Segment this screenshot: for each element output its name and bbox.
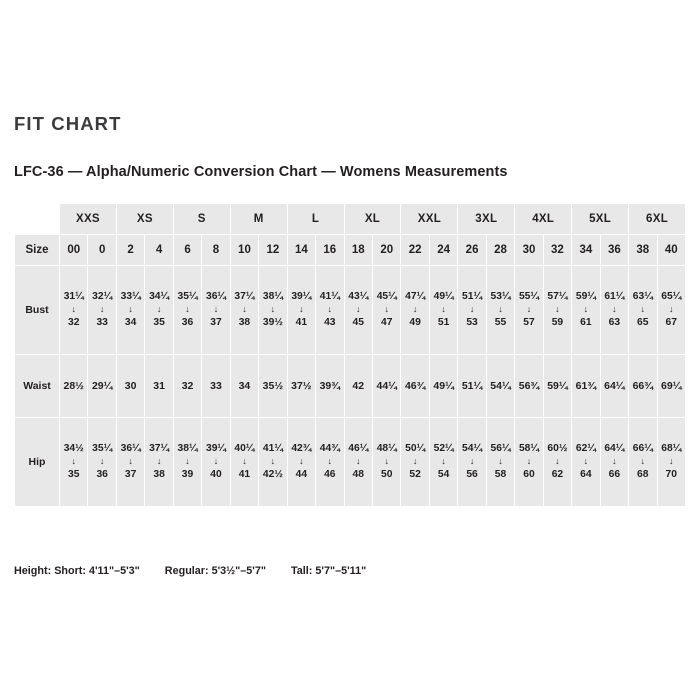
alpha-size-cell: XL — [344, 204, 401, 235]
alpha-size-cell: 3XL — [458, 204, 515, 235]
waist-cell: 35½ — [259, 355, 287, 418]
hip-cell-upper: 37¼ — [149, 443, 170, 455]
numeric-size-cell: 34 — [572, 235, 600, 266]
bust-cell — [372, 266, 400, 355]
bust-cell-lower: 39½ — [262, 316, 283, 328]
waist-cell: 46¾ — [401, 355, 429, 418]
hip-cell — [88, 418, 116, 507]
hip-cell — [145, 418, 173, 507]
bust-cell — [202, 266, 230, 355]
down-arrow-icon: ↓ — [128, 304, 133, 315]
down-arrow-icon: ↓ — [156, 456, 162, 467]
hip-cell-upper: 46¼ — [348, 443, 369, 455]
bust-cell — [458, 266, 486, 355]
bust-cell-upper: 38¼ — [262, 291, 283, 303]
bust-cell-lower: 41 — [295, 316, 308, 328]
waist-cell: 56¾ — [515, 355, 543, 418]
bust-cell — [230, 266, 258, 355]
hip-cell-lower: 41 — [238, 468, 251, 480]
bust-cell-lower: 35 — [153, 316, 165, 328]
bust-cell-lower: 45 — [352, 316, 364, 328]
waist-cell: 51¼ — [458, 355, 486, 418]
alpha-size-cell: 5XL — [572, 204, 629, 235]
hip-cell-lower: 40 — [210, 468, 222, 480]
numeric-size-cell: 22 — [401, 235, 429, 266]
down-arrow-icon: ↓ — [128, 456, 133, 467]
bust-cell-upper: 36¼ — [205, 291, 227, 303]
hip-cell — [543, 418, 571, 507]
bust-cell — [60, 266, 88, 355]
bust-cell-upper: 32¼ — [92, 291, 113, 303]
hip-cell-lower: 64 — [580, 468, 592, 480]
bust-cell-lower: 49 — [409, 316, 421, 328]
waist-cell: 66¾ — [629, 355, 657, 418]
bust-cell-upper: 53¼ — [490, 291, 511, 303]
waist-cell: 29¼ — [88, 355, 116, 418]
down-arrow-icon: ↓ — [270, 304, 276, 315]
down-arrow-icon: ↓ — [669, 456, 674, 467]
bust-cell-upper: 49¼ — [433, 291, 454, 303]
bust-cell — [401, 266, 429, 355]
waist-cell: 32 — [173, 355, 201, 418]
bust-cell-upper: 43¼ — [348, 291, 369, 303]
waist-cell: 54¼ — [486, 355, 514, 418]
numeric-size-cell: 26 — [458, 235, 486, 266]
hip-cell — [230, 418, 258, 507]
hip-cell-upper: 40¼ — [234, 443, 255, 455]
bust-cell-upper: 39¼ — [291, 291, 312, 303]
hip-cell-lower: 46 — [324, 468, 336, 480]
bust-cell-upper: 41¼ — [319, 291, 340, 303]
hip-cell-lower: 39 — [181, 468, 194, 480]
hip-cell-upper: 64¼ — [604, 443, 625, 455]
bust-cell-upper: 33¼ — [120, 291, 141, 303]
bust-row — [15, 266, 686, 355]
page-title: FIT CHART — [14, 113, 122, 134]
numeric-size-cell: 00 — [60, 235, 88, 266]
down-arrow-icon: ↓ — [242, 304, 247, 315]
hip-cell-upper: 39¼ — [205, 443, 227, 455]
bust-cell — [316, 266, 344, 355]
hip-cell — [173, 418, 201, 507]
row-label-bust: Bust — [15, 266, 60, 355]
bust-cell-upper: 47¼ — [405, 291, 426, 303]
bust-cell — [259, 266, 287, 355]
hip-cell-upper: 68¼ — [661, 443, 682, 455]
down-arrow-icon: ↓ — [299, 456, 304, 467]
down-arrow-icon: ↓ — [412, 456, 418, 467]
hip-cell-upper: 38¼ — [177, 443, 198, 455]
hip-cell — [515, 418, 543, 507]
waist-cell: 39¾ — [316, 355, 344, 418]
numeric-size-cell: 8 — [202, 235, 230, 266]
down-arrow-icon: ↓ — [583, 304, 589, 315]
hip-cell-lower: 44 — [295, 468, 308, 480]
down-arrow-icon: ↓ — [412, 304, 418, 315]
bust-cell-lower: 38 — [238, 316, 251, 328]
numeric-size-cell: 38 — [629, 235, 657, 266]
numeric-size-cell: 2 — [116, 235, 144, 266]
hip-cell-upper: 54¼ — [462, 443, 483, 455]
bust-cell-upper: 55¼ — [518, 291, 539, 303]
bust-cell-lower: 61 — [580, 316, 592, 328]
hip-cell-upper: 52¼ — [433, 443, 454, 455]
hip-cell-lower: 62 — [551, 468, 564, 480]
hip-cell — [429, 418, 457, 507]
numeric-size-cell: 6 — [173, 235, 201, 266]
down-arrow-icon: ↓ — [185, 304, 190, 315]
numeric-size-cell: 10 — [230, 235, 258, 266]
numeric-size-cell: 16 — [316, 235, 344, 266]
hip-cell — [572, 418, 600, 507]
down-arrow-icon: ↓ — [669, 304, 674, 315]
hip-cell-lower: 35 — [67, 468, 80, 480]
hip-cell-lower: 36 — [96, 468, 108, 480]
bust-cell-lower: 67 — [665, 316, 677, 328]
hip-cell — [259, 418, 287, 507]
hip-cell-lower: 60 — [523, 468, 535, 480]
waist-cell: 44¼ — [372, 355, 400, 418]
bust-cell — [344, 266, 372, 355]
down-arrow-icon: ↓ — [441, 304, 446, 315]
hip-cell — [629, 418, 657, 507]
alpha-size-row — [15, 204, 686, 235]
numeric-size-cell: 24 — [429, 235, 457, 266]
bust-cell-lower: 57 — [523, 316, 535, 328]
numeric-size-cell: 40 — [657, 235, 685, 266]
regular-value: 5'3½"–5'7" — [211, 565, 266, 577]
down-arrow-icon: ↓ — [640, 304, 646, 315]
down-arrow-icon: ↓ — [384, 304, 389, 315]
hip-cell-lower: 58 — [494, 468, 507, 480]
bust-cell-lower: 55 — [494, 316, 507, 328]
hip-cell — [202, 418, 230, 507]
hip-cell-upper: 60½ — [547, 443, 568, 455]
waist-cell: 49¼ — [429, 355, 457, 418]
bust-cell — [572, 266, 600, 355]
hip-cell-upper: 56¼ — [490, 443, 511, 455]
bust-cell — [657, 266, 685, 355]
down-arrow-icon: ↓ — [356, 304, 361, 315]
waist-cell: 31 — [145, 355, 173, 418]
bust-cell — [629, 266, 657, 355]
down-arrow-icon: ↓ — [526, 304, 532, 315]
bust-cell — [88, 266, 116, 355]
numeric-size-cell: 0 — [88, 235, 116, 266]
waist-cell: 34 — [230, 355, 258, 418]
bust-cell — [173, 266, 201, 355]
alpha-size-cell: XXS — [60, 204, 117, 235]
hip-cell-lower: 56 — [466, 468, 478, 480]
down-arrow-icon: ↓ — [299, 304, 304, 315]
numeric-size-cell: 32 — [543, 235, 571, 266]
hip-cell-upper: 66¼ — [632, 443, 653, 455]
bust-cell-lower: 36 — [181, 316, 194, 328]
hip-row — [15, 418, 686, 507]
bust-cell-upper: 63¼ — [632, 291, 653, 303]
bust-cell-lower: 47 — [380, 316, 393, 328]
bust-cell-upper: 61¼ — [604, 291, 625, 303]
bust-cell-upper: 59¼ — [575, 291, 596, 303]
waist-cell: 69¼ — [657, 355, 685, 418]
down-arrow-icon: ↓ — [356, 456, 361, 467]
hip-cell — [287, 418, 315, 507]
hip-cell — [486, 418, 514, 507]
bust-cell-upper: 45¼ — [376, 291, 397, 303]
hip-cell-upper: 42¾ — [291, 443, 312, 455]
waist-cell: 33 — [202, 355, 230, 418]
hip-cell-lower: 42½ — [262, 468, 283, 480]
chart-subtitle: LFC-36 — Alpha/Numeric Conversion Chart — Womens Measurements — [14, 164, 508, 180]
waist-cell: 42 — [344, 355, 372, 418]
height-label: Height: — [14, 565, 52, 577]
down-arrow-icon: ↓ — [99, 456, 105, 467]
bust-cell — [515, 266, 543, 355]
hip-cell-upper: 41¼ — [262, 443, 283, 455]
bust-cell-upper: 65¼ — [661, 291, 682, 303]
hip-cell — [458, 418, 486, 507]
down-arrow-icon: ↓ — [71, 304, 76, 315]
waist-cell: 37½ — [287, 355, 315, 418]
numeric-size-cell: 30 — [515, 235, 543, 266]
bust-cell-lower: 33 — [96, 316, 108, 328]
hip-cell-lower: 70 — [665, 468, 677, 480]
bust-cell-lower: 59 — [551, 316, 564, 328]
bust-cell-lower: 37 — [210, 316, 222, 328]
hip-cell-upper: 36¼ — [120, 443, 141, 455]
bust-cell-lower: 34 — [124, 316, 137, 328]
bust-cell-lower: 65 — [637, 316, 649, 328]
table-corner-cell — [15, 204, 60, 235]
bust-cell-upper: 35¼ — [177, 291, 198, 303]
hip-cell-upper: 50¼ — [405, 443, 426, 455]
height-short-group — [14, 565, 143, 577]
down-arrow-icon: ↓ — [327, 304, 333, 315]
bust-cell-lower: 51 — [437, 316, 450, 328]
down-arrow-icon: ↓ — [71, 456, 76, 467]
hip-cell-lower: 37 — [124, 468, 137, 480]
hip-cell-lower: 68 — [637, 468, 649, 480]
numeric-size-cell: 18 — [344, 235, 372, 266]
short-label: Short: — [54, 565, 86, 577]
hip-cell — [344, 418, 372, 507]
bust-cell — [116, 266, 144, 355]
hip-cell — [316, 418, 344, 507]
hip-cell-upper: 44¾ — [319, 443, 340, 455]
bust-cell — [429, 266, 457, 355]
hip-cell — [401, 418, 429, 507]
short-value: 4'11"–5'3" — [88, 565, 140, 577]
hip-cell-lower: 38 — [153, 468, 165, 480]
row-label-waist: Waist — [15, 355, 60, 418]
down-arrow-icon: ↓ — [384, 456, 389, 467]
hip-cell-upper: 62¼ — [575, 443, 596, 455]
down-arrow-icon: ↓ — [213, 456, 219, 467]
alpha-size-cell: S — [173, 204, 230, 235]
numeric-size-cell: 14 — [287, 235, 315, 266]
numeric-size-cell: 12 — [259, 235, 287, 266]
down-arrow-icon: ↓ — [555, 456, 560, 467]
alpha-size-cell: 6XL — [629, 204, 686, 235]
bust-cell-lower: 32 — [67, 316, 80, 328]
down-arrow-icon: ↓ — [185, 456, 190, 467]
height-legend — [14, 565, 388, 577]
hip-cell — [372, 418, 400, 507]
down-arrow-icon: ↓ — [213, 304, 219, 315]
waist-cell: 59¼ — [543, 355, 571, 418]
numeric-size-cell: 36 — [600, 235, 628, 266]
down-arrow-icon: ↓ — [555, 304, 560, 315]
alpha-size-cell: M — [230, 204, 287, 235]
waist-row — [15, 355, 686, 418]
tall-value: 5'7"–5'11" — [315, 565, 367, 577]
alpha-size-cell: XS — [116, 204, 173, 235]
bust-cell — [600, 266, 628, 355]
alpha-size-cell: L — [287, 204, 344, 235]
size-chart-table — [14, 203, 686, 507]
hip-cell-lower: 54 — [437, 468, 450, 480]
waist-cell: 30 — [116, 355, 144, 418]
hip-cell-lower: 52 — [409, 468, 421, 480]
hip-cell-lower: 50 — [380, 468, 393, 480]
down-arrow-icon: ↓ — [612, 456, 617, 467]
alpha-size-cell: XXL — [401, 204, 458, 235]
row-label-size: Size — [15, 235, 60, 266]
numeric-size-cell: 4 — [145, 235, 173, 266]
tall-label: Tall: — [291, 565, 313, 577]
regular-label: Regular: — [164, 565, 209, 577]
bust-cell-upper: 34¼ — [149, 291, 170, 303]
down-arrow-icon: ↓ — [640, 456, 646, 467]
alpha-size-cell: 4XL — [515, 204, 572, 235]
waist-cell: 28½ — [60, 355, 88, 418]
bust-cell-lower: 53 — [466, 316, 478, 328]
numeric-size-row — [15, 235, 686, 266]
down-arrow-icon: ↓ — [270, 456, 276, 467]
hip-cell-lower: 48 — [352, 468, 364, 480]
bust-cell-lower: 63 — [608, 316, 621, 328]
down-arrow-icon: ↓ — [441, 456, 446, 467]
down-arrow-icon: ↓ — [327, 456, 333, 467]
down-arrow-icon: ↓ — [156, 304, 162, 315]
hip-cell-upper: 34½ — [63, 443, 84, 455]
bust-cell-lower: 43 — [324, 316, 336, 328]
down-arrow-icon: ↓ — [498, 304, 503, 315]
hip-cell — [116, 418, 144, 507]
numeric-size-cell: 28 — [486, 235, 514, 266]
hip-cell-lower: 66 — [608, 468, 621, 480]
bust-cell-upper: 37¼ — [234, 291, 255, 303]
bust-cell — [543, 266, 571, 355]
down-arrow-icon: ↓ — [498, 456, 503, 467]
hip-cell-upper: 58¼ — [518, 443, 539, 455]
hip-cell — [657, 418, 685, 507]
hip-cell — [60, 418, 88, 507]
numeric-size-cell: 20 — [372, 235, 400, 266]
waist-cell: 64¼ — [600, 355, 628, 418]
bust-cell — [287, 266, 315, 355]
bust-cell-upper: 51¼ — [462, 291, 483, 303]
hip-cell-upper: 48¼ — [376, 443, 397, 455]
down-arrow-icon: ↓ — [612, 304, 617, 315]
hip-cell — [600, 418, 628, 507]
bust-cell-upper: 31¼ — [63, 291, 84, 303]
bust-cell-upper: 57¼ — [547, 291, 568, 303]
height-regular-group — [165, 565, 269, 577]
hip-cell-upper: 35¼ — [92, 443, 113, 455]
bust-cell — [486, 266, 514, 355]
down-arrow-icon: ↓ — [583, 456, 589, 467]
height-tall-group — [291, 565, 366, 577]
row-label-hip: Hip — [15, 418, 60, 507]
down-arrow-icon: ↓ — [469, 304, 475, 315]
down-arrow-icon: ↓ — [242, 456, 247, 467]
waist-cell: 61¾ — [572, 355, 600, 418]
down-arrow-icon: ↓ — [99, 304, 105, 315]
down-arrow-icon: ↓ — [469, 456, 475, 467]
bust-cell — [145, 266, 173, 355]
down-arrow-icon: ↓ — [526, 456, 532, 467]
